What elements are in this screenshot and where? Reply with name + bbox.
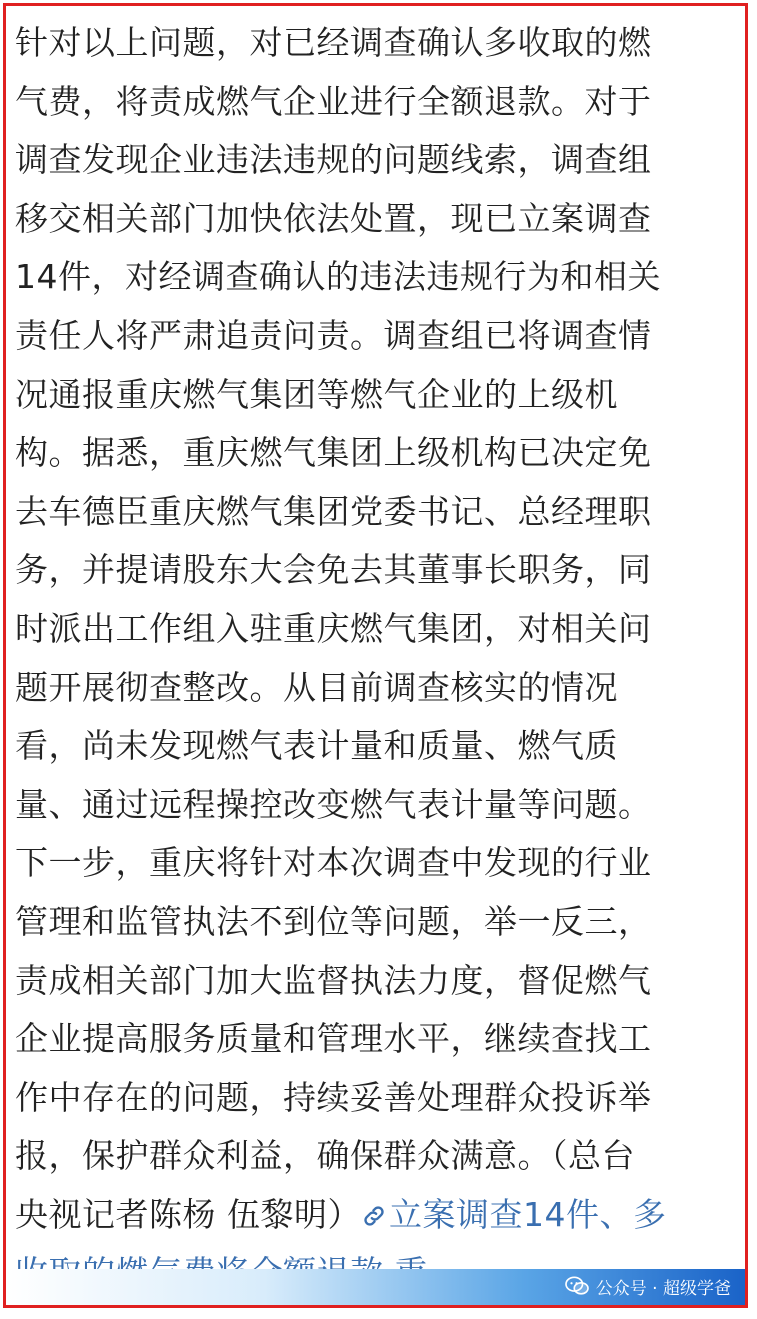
article-line: 责成相关部门加大监督执法力度，督促燃气 xyxy=(15,960,652,1000)
article-line: 题开展彻查整改。从目前调查核实的情况 xyxy=(15,667,618,707)
wechat-icon xyxy=(564,1275,590,1297)
link-icon xyxy=(361,1203,387,1229)
article-line: 看，尚未发现燃气表计量和质量、燃气质 xyxy=(15,726,618,766)
article-line: 去车德臣重庆燃气集团党委书记、总经理职 xyxy=(15,491,652,531)
article-line: 作中存在的问题，持续妥善处理群众投诉举 xyxy=(15,1077,652,1117)
article-line: 时派出工作组入驻重庆燃气集团，对相关问 xyxy=(15,608,652,648)
article-line: 责任人将严肃追责问责。调查组已将调查情 xyxy=(15,315,652,355)
article-line: 气费，将责成燃气企业进行全额退款。对于 xyxy=(15,81,652,121)
related-article-link-text-1: 立案调查14件、多 xyxy=(389,1194,667,1234)
article-line: 调查发现企业违法违规的问题线索，调查组 xyxy=(15,140,652,180)
watermark xyxy=(564,1273,731,1299)
article-line: 移交相关部门加快依法处置，现已立案调查 xyxy=(15,198,652,238)
article-line: 量、通过远程操控改变燃气表计量等问题。 xyxy=(15,784,652,824)
article-line: 务，并提请股东大会免去其董事长职务，同 xyxy=(15,550,652,590)
article-line: 下一步，重庆将针对本次调查中发现的行业 xyxy=(15,843,652,883)
article-line: 14件，对经调查确认的违法违规行为和相关 xyxy=(15,257,661,297)
bottom-gradient-bar xyxy=(6,1269,745,1305)
article-line: 管理和监管执法不到位等问题，举一反三， xyxy=(15,901,652,941)
article-tail-text: 央视记者陈杨 伍黎明） xyxy=(15,1194,361,1234)
article-frame xyxy=(3,3,748,1308)
article-line: 构。据悉，重庆燃气集团上级机构已决定免 xyxy=(15,433,652,473)
article-line: 报，保护群众利益，确保群众满意。（总台 xyxy=(15,1136,635,1176)
related-article-link[interactable] xyxy=(361,1195,667,1234)
article-line: 企业提高服务质量和管理水平，继续查找工 xyxy=(15,1019,652,1059)
article-line-with-link xyxy=(15,1186,743,1245)
article-line: 况通报重庆燃气集团等燃气企业的上级机 xyxy=(15,374,618,414)
article-line: 针对以上问题，对已经调查确认多收取的燃 xyxy=(15,23,652,62)
article-body xyxy=(15,14,743,1303)
watermark-text: 公众号 · 超级学爸 xyxy=(595,1278,731,1299)
